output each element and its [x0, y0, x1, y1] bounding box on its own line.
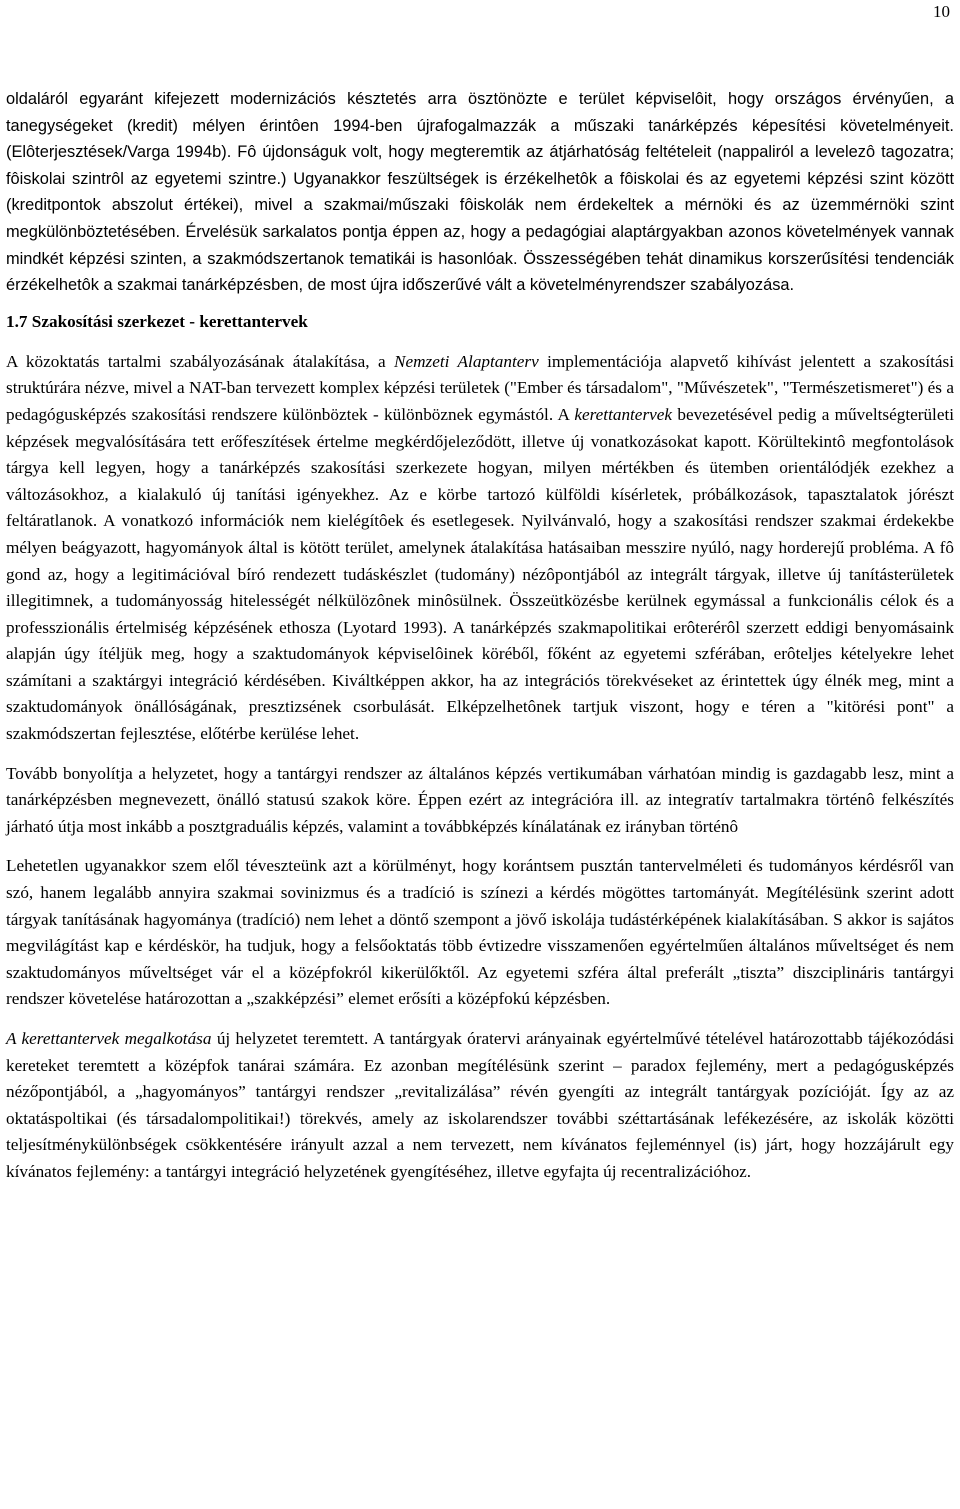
paragraph-1: oldaláról egyaránt kifejezett modernizációs késztetés arra ösztönözte e terület képviselôit, hogy országos érvényűen, a tanegységeket (kredit) mélyen érintôen 1994-ben újrafogalmazzák a műszaki tanárképzés képesítési követelményeit. (Elôterjesztések/Varga 1994b). Fô újdonságuk volt, hogy megteremtik az átjárhatóság feltételeit (nappaliról a levelezô tagozatra; fôiskolai szintrôl az egyetemi szintre.) Ugyanakkor feszültségek is érzékelhetôk a fôiskolai és az egyetemi képzési szint között (kreditpontok abszolut értékei), mivel a szakmai/műszaki fôiskolák nem érdekeltek a mérnöki és az üzemmérnöki szint megkülönböztetésében. Érvelésük sarkalatos pontja éppen az, hogy a pedagógiai alaptárgyakban azonos követelmények vannak mindkét képzési szinten, a szakmódszertanok tematikái is hasonlóak. Összességében tehát dinamikus korszerűsítési tendenciák érzékelhetôk a szakmai tanárképzésben, de most újra időszerűvé vált a követelményrendszer szabályozása.: [6, 90, 954, 295]
document-body: [6, 86, 954, 1186]
paragraph-3: Tovább bonyolítja a helyzetet, hogy a tantárgyi rendszer az általános képzés vertikumában várhatóan mindig is gazdagabb lesz, mint a tanárképzésben megnevezett, önálló statusú szakok köre. Éppen ezért az integrációra ill. az integratív tartalmakra történô felkészítés járható útja most inkább a posztgraduális képzés, valamint a továbbképzés kínálatának ez irányban történô: [6, 763, 954, 836]
kerettantervek-italic: kerettantervek: [574, 404, 673, 424]
paragraph-4: Lehetetlen ugyanakkor szem elől téveszteünk azt a körülményt, hogy korántsem pusztán tantervelméleti és tudományos kérdésről van szó, hanem legalább annyira szakmai sovinizmus és a tradíció is színezi a kérdés mögöttes tartományát. Megítélésünk szerint adott tárgyak tanításának hagyománya (tradíció) nem lehet a döntő szempont a jövő iskolája tudástérképének kialakításában. S akkor is sajátos megvilágítást kap e kérdéskör, ha tudjuk, hogy a felsőoktatás több évtizedre visszamenően egyértelműen általános műveltséget és nem szaktudományos műveltséget vár el a középfokról kikerülőktől. Az egyetemi szféra által preferált „tiszta” diszciplináris tantárgyi rendszer követelése határozottan a „szakképzési” elemet erősíti a középfokú képzésben.: [6, 856, 954, 1009]
paragraph-2-text-a: A közoktatás tartalmi szabályozásának átalakítása, a: [6, 351, 395, 371]
paragraph-5-italic-lead: A kerettantervek megalkotása: [6, 1029, 212, 1048]
nat-italic: Nemzeti Alaptanterv: [394, 351, 539, 371]
paragraph-2-text-c: implementációja alapvető kihívást jelentett a szakosítási struktúrára nézve, mivel a NAT-ban tervezett komplex képzési területek ("Ember és társadalom", "Művészetek", "Természetismeret") és a pedagógusképzés szakosítási rendszere különböztek - különböznek egymástól. A: [6, 351, 954, 424]
page-number: 10: [933, 2, 950, 21]
section-heading: 1.7 Szakosítási szerkezet - kerettantervek: [6, 311, 308, 331]
paragraph-2: [6, 349, 954, 748]
paragraph-5: [6, 1026, 954, 1186]
paragraph-2-text-e: bevezetésével pedig a műveltségterületi képzések megvalósítására tett erőfeszítések értelme megkérdőjeleződött, illetve új vonatkozásokat kapott. Körültekintô megfontolások tárgya kell legyen, hogy a tanárképzés szakosítási szerkezete hogyan, milyen mértékben és ütemben orientálódjék ezekhez a változásokhoz, a kialakuló új tanítási igényekhez. Az e körbe tartozó külföldi kísérletek, próbálkozások, tapasztalatok jórészt feltáratlanok. A vonatkozó információk nem kielégítôek és esetlegesek. Nyilvánvaló, hogy a szakosítási rendszer szakmai érdekekbe mélyen beágyazott, hagyományok által is kötött terület, amelynek átalakítása hatásaiban messzire nyúló, nagy horderejű probléma. A fô gond az, hogy a legitimációval bíró rendezett tudáskészlet (tudomány) nézôpontjából az integrált tárgyak, illetve új tanításterületek illegitimnek, a tudományosság hitelességét nélkülözônek minôsülnek. Összeütközésbe kerülnek egymással a funkcionális célok és a professzionális értelmiség képzésének ethosza (Lyotard 1993). A tanárképzés szakmapolitikai erôterérôl szerzett eddigi benyomásaink alapján úgy ítéljük meg, hogy a szaktudományok képviselôinek köréből, főként az egyetemi szférában, erôteljes kételyekre lehet számítani a szaktárgyi integráció kérdésében. Kiváltképpen akkor, ha az integrációs törekvéseket az érintettek úgy élnék meg, mint a szaktudományok önállóságának, presztizsének csorbulását. Elképzelhetônek tartjuk viszont, hogy e téren a "kitörési pont" a szakmódszertan fejlesztése, előtérbe kerülése lehet.: [6, 404, 954, 744]
paragraph-5-text: új helyzetet teremtett. A tantárgyak óratervi arányainak egyértelművé tételével határozottabb tájékozódási kereteket teremtett a középfok tanárai számára. Ez azonban megítélésünk szerint – paradox fejlemény, mert a pedagógusképzés nézőpontjából, a „hagyományos” tantárgyi rendszer „revitalizálása” révén gyengíti az integrált tantárgyak pozícióját. Így az az oktatáspoltikai (és társadalompolitikai!) törekvés, amely az iskolarendszer további széttartásának lefékezésére, az iskolák közötti teljesítménykülönbségek csökkentésére irányult azzal a nem tervezett, nem kívánatos fejleménnyel (is) járt, hogy hozzájárult egy kívánatos fejlemény: a tantárgyi integráció helyzetének gyengítéséhez, illetve egyfajta új recentralizációhoz.: [6, 1029, 954, 1181]
